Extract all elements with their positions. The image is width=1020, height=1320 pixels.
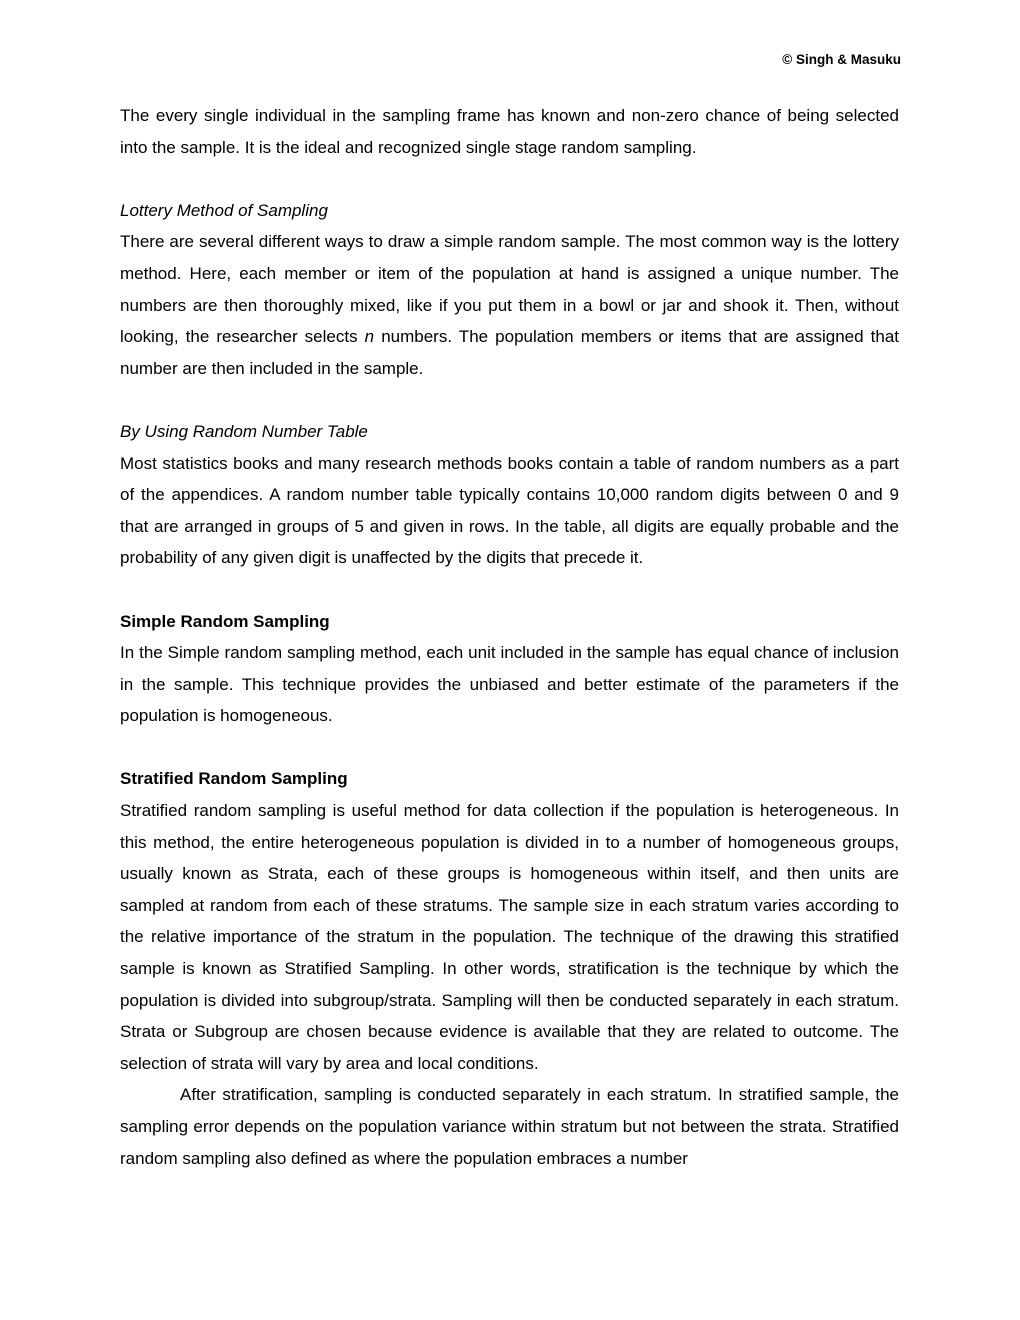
document-body	[120, 100, 899, 1174]
spacer	[120, 732, 899, 764]
lottery-heading: Lottery Method of Sampling	[120, 200, 328, 220]
spacer	[120, 163, 899, 195]
lottery-text-before: There are several different ways to draw a simple random sample. The most common way is the lottery method. Here, each member or item of the population at hand is assigned a unique number. The numbers are then thoroughly mixed, like if you put them in a bowl or jar and shook it. Then, without looking, the researcher selects	[120, 232, 899, 347]
stratified-heading: Stratified Random Sampling	[120, 769, 348, 789]
intro-paragraph: The every single individual in the sampling frame has known and non-zero chance of being selected into the sample. It is the ideal and recognized single stage random sampling.	[120, 106, 899, 157]
lottery-text-after: numbers. The population members or items that are assigned that number are then included in the sample.	[120, 327, 899, 378]
page-header-copyright: © Singh & Masuku	[782, 52, 901, 67]
spacer	[120, 574, 899, 606]
simple-random-heading: Simple Random Sampling	[120, 611, 330, 631]
stratified-paragraph: Stratified random sampling is useful method for data collection if the population is heterogeneous. In this method, the entire heterogeneous population is divided in to a number of homogeneous groups, usually known as Strata, each of these groups is homogeneous within itself, and then units are sampled at random from each of these stratums. The sample size in each stratum varies according to the relative importance of the stratum in the population. The technique of the drawing this stratified sample is known as Stratified Sampling. In other words, stratification is the technique by which the population is divided into subgroup/strata. Sampling will then be conducted separately in each stratum. Strata or Subgroup are chosen because evidence is available that they are related to outcome. The selection of strata will vary by area and local conditions.	[120, 801, 899, 1073]
spacer	[120, 384, 899, 416]
simple-random-paragraph: In the Simple random sampling method, each unit included in the sample has equal chance of inclusion in the sample. This technique provides the unbiased and better estimate of the parameters if the population is homogeneous.	[120, 643, 899, 726]
random-table-heading: By Using Random Number Table	[120, 421, 368, 441]
stratified-paragraph-2: After stratification, sampling is conducted separately in each stratum. In stratified sample, the sampling error depends on the population variance within stratum but not between the strata. Stratified random sampling also defined as where the population embraces a number	[120, 1085, 899, 1168]
random-table-paragraph: Most statistics books and many research methods books contain a table of random numbers as a part of the appendices. A random number table typically contains 10,000 random digits between 0 and 9 that are arranged in groups of 5 and given in rows. In the table, all digits are equally probable and the probability of any given digit is unaffected by the digits that precede it.	[120, 453, 899, 568]
lottery-italic-n: n	[364, 327, 375, 347]
lottery-paragraph	[120, 226, 899, 384]
